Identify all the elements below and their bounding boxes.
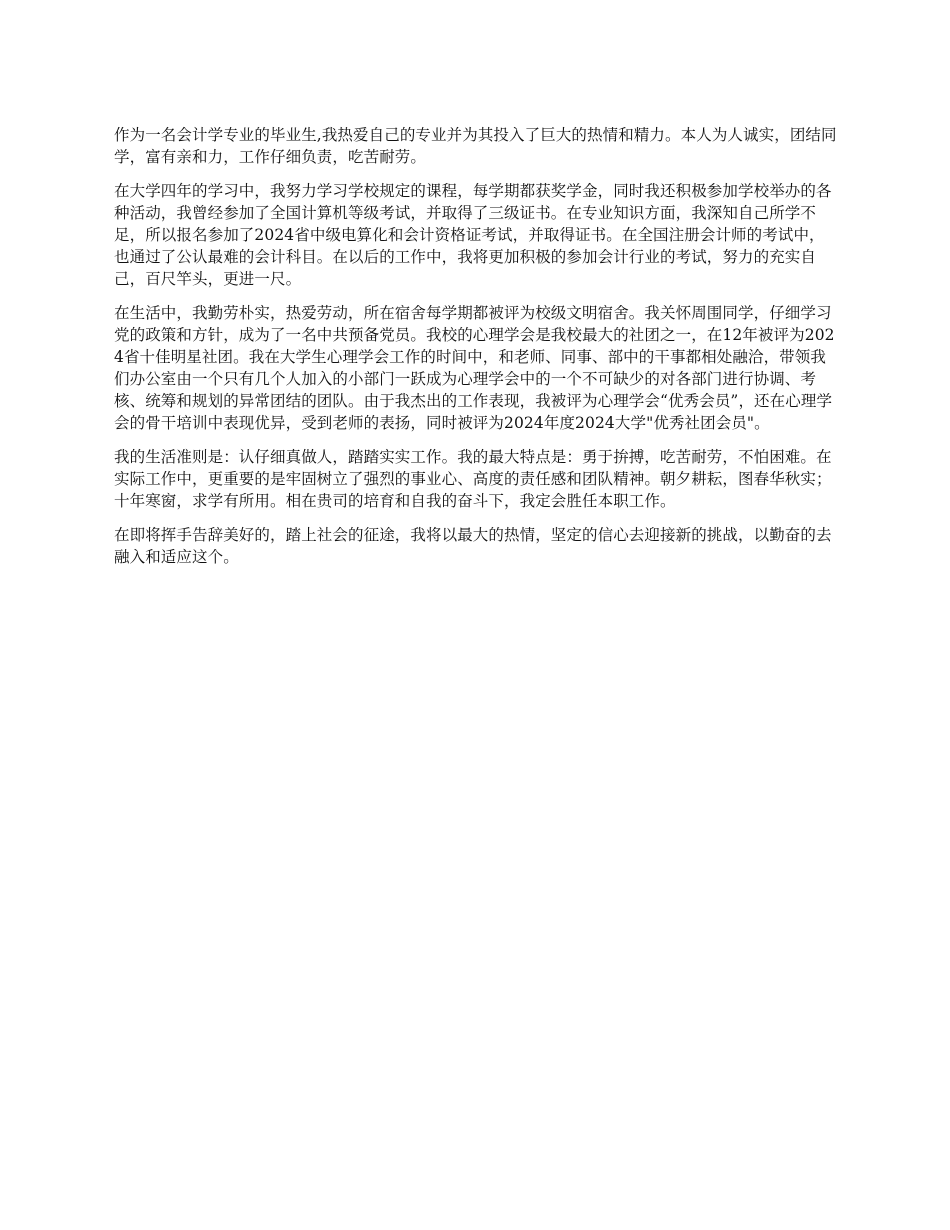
document-body [114,124,840,580]
paragraph-principles: 我的生活准则是：认仔细真做人，踏踏实实工作。我的最大特点是：勇于拚搏，吃苦耐劳，不怕困难。在实际工作中，更重要的是牢固树立了强烈的事业心、高度的责任感和团队精神。朝夕耕耘，图春华秋实；十年寒窗，求学有所用。相在贵司的培育和自我的奋斗下，我定会胜任本职工作。 [114,448,832,510]
paragraph-life: 在生活中，我勤劳朴实，热爱劳动，所在宿舍每学期都被评为校级文明宿舍。我关怀周围同学，仔细学习党的政策和方针，成为了一名中共预备党员。我校的心理学会是我校最大的社团之一，在12年被评为2024省十佳明星社团。我在大学生心理学会工作的时间中，和老师、同事、部中的干事都相处融洽，带领我们办公室由一个只有几个人加入的小部门一跃成为心理学会中的一个不可缺少的对各部门进行协调、考核、统筹和规划的异常团结的团队。由于我杰出的工作表现，我被评为心理学会“优秀会员”，还在心理学会的骨干培训中表现优异，受到老师的表扬，同时被评为2024年度2024大学"优秀社团会员"。 [114,304,835,432]
paragraph-intro: 作为一名会计学专业的毕业生,我热爱自己的专业并为其投入了巨大的热情和精力。本人为人诚实，团结同学，富有亲和力，工作仔细负责，吃苦耐劳。 [114,126,837,166]
paragraph-closing: 在即将挥手告辞美好的，踏上社会的征途，我将以最大的热情，坚定的信心去迎接新的挑战，以勤奋的去融入和适应这个。 [114,526,832,566]
paragraph-study: 在大学四年的学习中，我努力学习学校规定的课程，每学期都获奖学金，同时我还积极参加学校举办的各种活动，我曾经参加了全国计算机等级考试，并取得了三级证书。在专业知识方面，我深知自己所学不足，所以报名参加了2024省中级电算化和会计资格证考试，并取得证书。在全国注册会计师的考试中，也通过了公认最难的会计科目。在以后的工作中，我将更加积极的参加会计行业的考试，努力的充实自己，百尺竿头，更进一尺。 [114,182,832,288]
